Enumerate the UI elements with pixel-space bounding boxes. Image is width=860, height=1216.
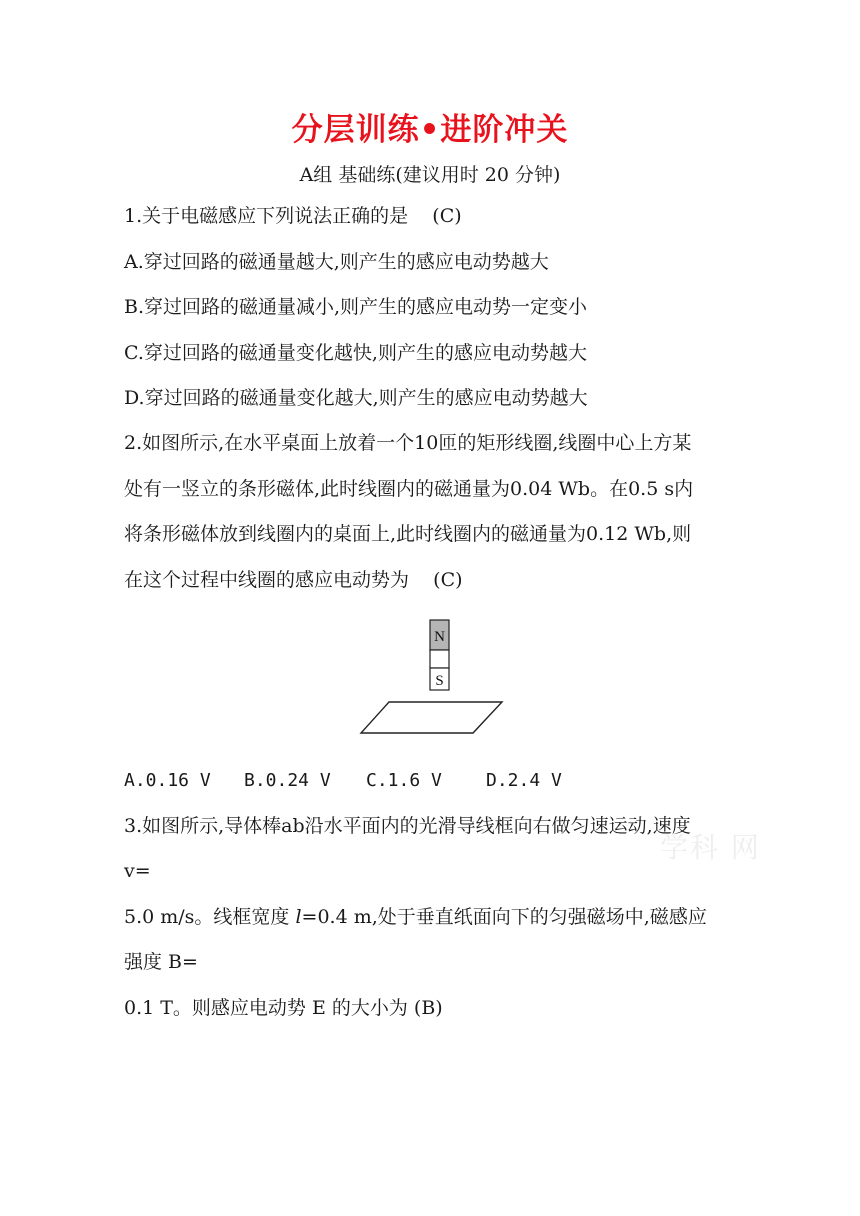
q3-line-4: 强度 B= [124, 951, 198, 973]
q2-line-2: 处有一竖立的条形磁体,此时线圈内的磁通量为0.04 Wb。在0.5 s内 [124, 478, 694, 500]
q3-line-3 [124, 904, 707, 930]
q3-line-1: 3.如图所示,导体棒ab沿水平面内的光滑导线框向右做匀速运动,速度 [124, 815, 691, 837]
q3-line-2: v= [124, 860, 151, 882]
section-subtitle: A组 基础练(建议用时 20 分钟) [299, 164, 561, 186]
q1-option-a: A.穿过回路的磁通量越大,则产生的感应电动势越大 [124, 251, 549, 273]
q2-option-a: A.0.16 V [124, 770, 211, 791]
q3-width-symbol: l [295, 906, 302, 928]
q3-line-5: 0.1 T。则感应电动势 E 的大小为 (B) [124, 997, 443, 1019]
q2-option-b: B.0.24 V [244, 770, 331, 791]
q1-option-b: B.穿过回路的磁通量减小,则产生的感应电动势一定变小 [124, 296, 588, 318]
q1-option-c: C.穿过回路的磁通量变化越快,则产生的感应电动势越大 [124, 342, 587, 364]
magnet-coil-figure [355, 615, 510, 740]
rectangular-coil [361, 702, 502, 733]
page-title: 分层训练•进阶冲关 [291, 112, 569, 148]
magnet-middle [430, 650, 449, 668]
magnet-south-label: S [435, 673, 444, 689]
watermark: 学科 网 [660, 831, 761, 864]
q3-line-3-post: =0.4 m,处于垂直纸面向下的匀强磁场中,磁感应 [301, 906, 707, 928]
q2-option-c: C.1.6 V [366, 770, 442, 791]
magnet-north-label: N [434, 629, 445, 645]
q2-line-1: 2.如图所示,在水平桌面上放着一个10匝的矩形线圈,线圈中心上方某 [124, 432, 692, 454]
q1-option-d: D.穿过回路的磁通量变化越大,则产生的感应电动势越大 [124, 387, 588, 409]
q1-stem: 1.关于电磁感应下列说法正确的是 (C) [124, 205, 462, 227]
q2-line-3: 将条形磁体放到线圈内的桌面上,此时线圈内的磁通量为0.12 Wb,则 [124, 523, 692, 545]
q3-line-3-pre: 5.0 m/s。线框宽度 [124, 906, 296, 928]
q2-option-d: D.2.4 V [486, 770, 562, 791]
q2-line-4: 在这个过程中线圈的感应电动势为 (C) [124, 569, 463, 591]
